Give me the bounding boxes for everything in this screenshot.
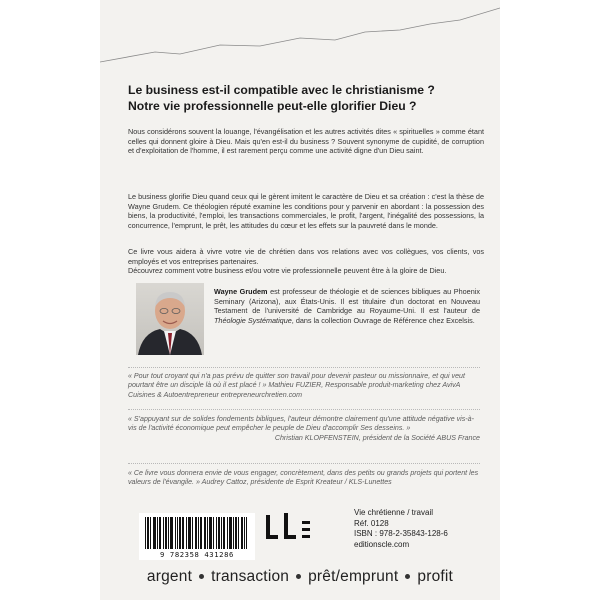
publisher-info — [354, 508, 448, 551]
author-book-title: Théologie Systématique — [214, 315, 292, 325]
barcode-bar — [150, 517, 151, 549]
barcode-bar — [238, 517, 239, 549]
dotted-divider — [128, 463, 480, 464]
author-photo — [136, 283, 204, 355]
barcode-bar — [242, 517, 243, 549]
barcode-bar — [147, 517, 148, 549]
bullet-dot — [296, 574, 301, 579]
barcode-bar — [236, 517, 237, 549]
paragraph-text: Ce livre vous aidera à vivre votre vie de chrétien dans vos relations avec vos collègues, vos clients, vos employés et vos entreprises partenaires. — [128, 247, 484, 266]
intro-paragraph — [128, 127, 484, 156]
barcode-bar — [160, 517, 161, 549]
barcode-bar — [219, 517, 220, 549]
keyword: transaction — [211, 568, 290, 585]
barcode-bar — [209, 517, 210, 549]
barcode-bar — [195, 517, 196, 549]
barcode-bar — [196, 517, 197, 549]
isbn-barcode — [139, 513, 255, 560]
barcode-bar — [166, 517, 167, 549]
back-cover — [100, 0, 500, 600]
paragraph-text: Nous considérons souvent la louange, l'évangélisation et les autres activités dites « spirituelles » comme étant celles qui donnent gloire à Dieu. Mais qu'en est-il du business ? Souvent synonyme de cupidité, de corruption et d'exploitation de l'homme, il est rarement perçu comme une activité digne d'un Dieu saint. — [128, 127, 484, 156]
quote-text: « S'appuyant sur de solides fondements bibliques, l'auteur démontre clairement qu'une attitude négative vis-à-vis de l'activité économique peut empêcher le peuple de Dieu d'accomplir Ses desseins. » — [128, 415, 474, 433]
heading-line-1: Le business est-il compatible avec le christianisme ? — [128, 83, 435, 97]
barcode-number: 9 782358 431286 — [160, 550, 234, 559]
book-category: Vie chrétienne / travail — [354, 508, 434, 517]
barcode-bar — [224, 517, 225, 549]
barcode-bar — [168, 517, 169, 549]
barcode-bar — [170, 517, 171, 549]
dotted-divider — [128, 409, 480, 410]
barcode-bar — [154, 517, 155, 549]
author-name: Wayne Grudem — [214, 287, 268, 296]
barcode-bar — [227, 517, 228, 549]
dotted-divider — [128, 367, 480, 368]
paragraph-text: Le business glorifie Dieu quand ceux qui le gèrent imitent le caractère de Dieu et sa création : c'est la thèse de Wayne Grudem. Ce théologien réputé examine les conditions pour y parvenir en abordant : la possession des biens, la productivité, l'emploi, les transactions commerciales, le profit, l'argent, l'inégalité des possessions, la concurrence, l'emprunt, le prêt, les attitudes du cœur et les effets sur la pauvreté dans le monde. — [128, 192, 484, 230]
barcode-bar — [200, 517, 201, 549]
purpose-paragraph — [128, 247, 484, 276]
barcode-bar — [153, 517, 154, 549]
barcode-bar — [145, 517, 146, 549]
author-bio — [214, 287, 480, 325]
barcode-bar — [189, 517, 190, 549]
publisher-logo — [264, 511, 322, 541]
decorative-curve-line — [100, 0, 500, 80]
barcode-bar — [190, 517, 191, 549]
barcode-bar — [175, 517, 176, 549]
barcode-bar — [216, 517, 217, 549]
barcode-bar — [230, 517, 231, 549]
testimonial-quote — [128, 415, 480, 443]
heading-line-2: Notre vie professionnelle peut-elle glorifier Dieu ? — [128, 99, 417, 113]
barcode-bar — [235, 517, 236, 549]
barcode-bar — [172, 517, 173, 549]
barcode-bar — [157, 517, 158, 549]
barcode-bar — [201, 517, 202, 549]
barcode-bar — [155, 517, 156, 549]
quote-signature: Christian KLOPFENSTEIN, président de la Société ABUS France — [274, 433, 480, 442]
barcode-bar — [165, 517, 166, 549]
barcode-bar — [183, 517, 184, 549]
author-bio-text: est professeur de théologie et de sciences bibliques au Phoenix Seminary (Arizona), aux États-Unis. Il est titulaire d'un doctorat en Nouveau Testament de l'université de Cambridge au Royaume-Uni. Il est l'auteur de — [214, 287, 480, 316]
barcode-bar — [159, 517, 160, 549]
barcode-bar — [221, 517, 222, 549]
barcode-bar — [223, 517, 224, 549]
barcode-bar — [171, 517, 172, 549]
barcode-bar — [246, 517, 247, 549]
barcode-bar — [186, 517, 187, 549]
barcode-bar — [207, 517, 208, 549]
barcode-bar — [180, 517, 181, 549]
keyword: profit — [417, 568, 454, 585]
bullet-dot — [199, 574, 204, 579]
barcode-bar — [205, 517, 206, 549]
barcode-bar — [241, 517, 242, 549]
barcode-bar — [182, 517, 183, 549]
keyword-tagline — [100, 568, 500, 586]
book-isbn: ISBN : 978-2-35843-128-6 — [354, 529, 448, 539]
barcode-bar — [177, 517, 178, 549]
barcode-bar — [244, 517, 245, 549]
barcode-bar — [231, 517, 232, 549]
barcode-bar — [218, 517, 219, 549]
author-bio-text: , dans la collection Ouvrage de Référence chez Excelsis. — [291, 315, 475, 325]
barcode-bar — [204, 517, 205, 549]
barcode-bar — [213, 517, 214, 549]
barcode-bar — [210, 517, 211, 549]
publisher-website: editionscle.com — [354, 540, 410, 550]
barcode-bar — [188, 517, 189, 549]
barcode-bar — [148, 517, 149, 549]
barcode-bar — [179, 517, 180, 549]
barcode-bar — [198, 517, 199, 549]
testimonial-quote: « Ce livre vous donnera envie de vous engager, concrètement, dans des petits ou grands projets qui portent les valeurs de l'évangile. » Audrey Cattoz, présidente de Esprit Kreateur / KLS-Lunettes — [128, 469, 479, 487]
barcode-bar — [211, 517, 212, 549]
barcode-bar — [192, 517, 193, 549]
barcode-bar — [229, 517, 230, 549]
paragraph-text: Découvrez comment votre business et/ou votre vie professionnelle peuvent être à la gloire de Dieu. — [128, 266, 447, 276]
barcode-bar — [163, 517, 164, 549]
testimonial-quote: « Pour tout croyant qui n'a pas prévu de quitter son travail pour devenir pasteur ou missionnaire, et qui veut pourtant être un disciple là où il est placé ! » Mathieu FUZIER, Responsable produit-marketing chez AvivA Cuisines & Autoentrepreneur entrepreneurchretien.com — [128, 372, 465, 399]
thesis-paragraph — [128, 192, 484, 230]
back-cover-heading — [128, 82, 488, 114]
keyword: argent — [146, 568, 193, 585]
barcode-bar — [233, 517, 234, 549]
keyword: prêt/emprunt — [308, 568, 399, 585]
book-reference: Réf. 0128 — [354, 518, 389, 528]
bullet-dot — [405, 574, 410, 579]
